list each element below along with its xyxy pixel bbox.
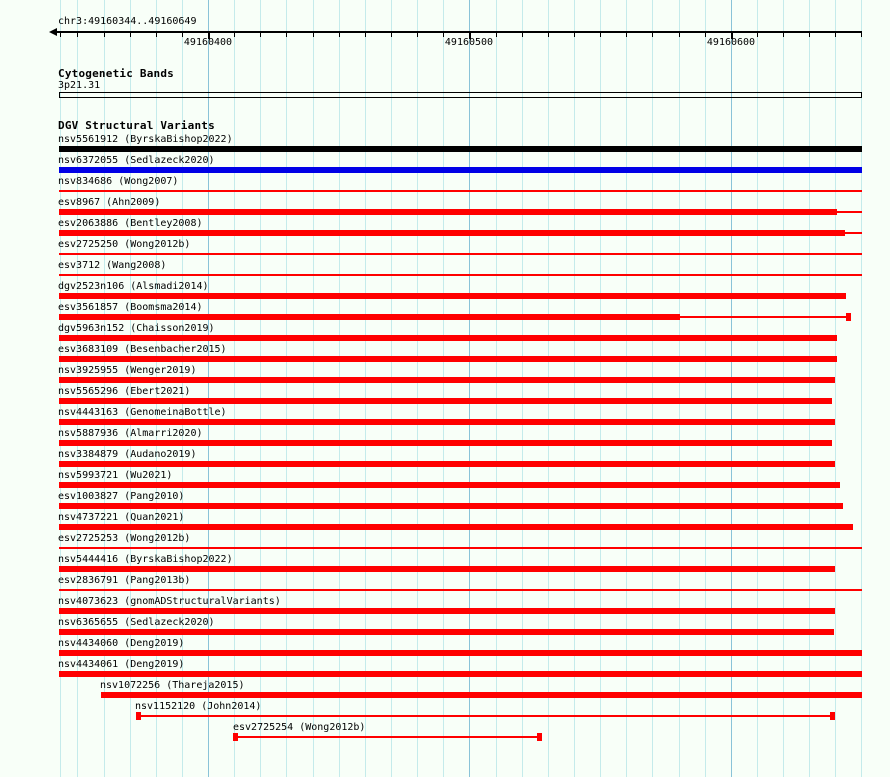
cytogenetic-bands-header: Cytogenetic Bands [58,67,174,80]
ruler-tick [60,33,61,37]
variant-bar[interactable] [59,419,835,425]
ruler-tick [365,33,366,37]
variant-row [0,658,890,679]
variant-bar[interactable] [59,377,835,383]
variant-bar[interactable] [59,566,835,572]
variant-label: nsv5561912 (ByrskaBishop2022) [58,134,233,145]
variant-bar[interactable] [59,629,834,635]
ruler-tick-label: 49160600 [706,37,756,48]
variant-label: nsv3384879 (Audano2019) [58,449,197,460]
variant-bar[interactable] [59,503,843,509]
variant-label: nsv834686 (Wong2007) [58,176,179,187]
ruler-tick [809,33,810,37]
variant-bar[interactable] [59,335,837,341]
variant-label: esv2725253 (Wong2012b) [58,533,191,544]
variant-label: nsv4434061 (Deng2019) [58,659,185,670]
ruler-tick-label: 49160400 [183,37,233,48]
variant-row [0,217,890,238]
ruler-tick [77,33,78,37]
variant-label: nsv5444416 (ByrskaBishop2022) [58,554,233,565]
variant-label: dgv2523n106 (Alsmadi2014) [58,281,209,292]
variant-row [0,133,890,154]
variant-bar[interactable] [59,589,862,591]
ruler-tick [835,33,836,37]
variant-bar[interactable] [59,253,862,255]
variant-label: nsv1152120 (John2014) [135,701,262,712]
variant-label: nsv3925955 (Wenger2019) [58,365,197,376]
variant-bar[interactable] [59,650,862,656]
variant-bar[interactable] [59,209,837,215]
variant-label: nsv5993721 (Wu2021) [58,470,173,481]
variant-bar[interactable] [59,671,862,677]
variant-bar[interactable] [59,461,835,467]
variant-row [0,574,890,595]
variant-label: esv2836791 (Pang2013b) [58,575,191,586]
ruler-tick [783,33,784,37]
variant-label: dgv5963n152 (Chaisson2019) [58,323,215,334]
variant-bar[interactable] [59,356,837,362]
variant-bar[interactable] [59,608,835,614]
variant-bar[interactable] [59,398,832,404]
variant-bar[interactable] [59,547,862,549]
variant-row [0,700,890,721]
variant-row [0,196,890,217]
ruler-tick [496,33,497,37]
variant-bar[interactable] [101,692,862,698]
variant-row [0,259,890,280]
variant-row [0,721,890,742]
variant-row [0,301,890,322]
cytoband-box[interactable] [59,92,862,98]
ruler-tick [104,33,105,37]
variant-bar[interactable] [59,167,862,173]
variant-row [0,637,890,658]
variant-row [0,448,890,469]
variant-bar[interactable] [137,715,832,717]
variant-label: nsv4443163 (GenomeinaBottle) [58,407,227,418]
region-label: chr3:49160344..49160649 [58,16,197,27]
variant-label: esv1003827 (Pang2010) [58,491,185,502]
variant-row [0,595,890,616]
variant-label: esv2725250 (Wong2012b) [58,239,191,250]
ruler-tick [600,33,601,37]
ruler-tick [234,33,235,37]
ruler-tick [182,33,183,37]
variant-bar[interactable] [59,293,846,299]
variant-label: nsv4737221 (Quan2021) [58,512,185,523]
dgv-header: DGV Structural Variants [58,119,215,132]
ruler-tick [417,33,418,37]
variant-row [0,406,890,427]
variant-bar[interactable] [59,190,862,192]
variant-label: nsv5887936 (Almarri2020) [58,428,203,439]
variant-row [0,469,890,490]
variant-endpoint[interactable] [846,313,851,321]
variant-bar[interactable] [59,440,832,446]
variant-bar[interactable] [59,314,680,320]
variant-row [0,511,890,532]
ruler-tick [548,33,549,37]
variant-row [0,532,890,553]
variant-row [0,553,890,574]
ruler-tick [391,33,392,37]
variant-row [0,154,890,175]
variant-label: esv8967 (Ahn2009) [58,197,161,208]
ruler-tick [313,33,314,37]
variant-row [0,238,890,259]
variant-row [0,427,890,448]
variant-endpoint[interactable] [830,712,835,720]
variant-row [0,175,890,196]
ruler-tick [130,33,131,37]
variant-bar[interactable] [59,524,853,530]
ruler-tick [626,33,627,37]
variant-row [0,364,890,385]
ruler-tick [339,33,340,37]
variant-bar[interactable] [59,274,862,276]
variant-row [0,322,890,343]
variant-row [0,280,890,301]
ruler-tick-label: 49160500 [444,37,494,48]
variant-bar[interactable] [837,211,862,213]
variant-label: nsv4073623 (gnomADStructuralVariants) [58,596,281,607]
variant-label: esv3683109 (Besenbacher2015) [58,344,227,355]
variant-row [0,616,890,637]
ruler-tick [156,33,157,37]
variant-row [0,385,890,406]
variant-label: esv3712 (Wang2008) [58,260,167,271]
variant-label: esv2063886 (Bentley2008) [58,218,203,229]
ruler-tick [705,33,706,37]
ruler-tick [574,33,575,37]
ruler-line [56,31,862,33]
ruler-tick [522,33,523,37]
variant-bar[interactable] [845,232,862,234]
ruler-tick [286,33,287,37]
variant-label: esv2725254 (Wong2012b) [233,722,366,733]
ruler-tick [260,33,261,37]
variant-label: nsv6365655 (Sedlazeck2020) [58,617,215,628]
variant-bar[interactable] [59,482,840,488]
ruler-tick [757,33,758,37]
variant-label: esv3561857 (Boomsma2014) [58,302,203,313]
variant-bar[interactable] [680,316,846,318]
ruler-tick [679,33,680,37]
variant-row [0,490,890,511]
variant-label: nsv6372055 (Sedlazeck2020) [58,155,215,166]
variant-bar[interactable] [59,230,845,236]
cytoband-name: 3p21.31 [58,80,101,91]
variant-label: nsv5565296 (Ebert2021) [58,386,191,397]
variant-label: nsv1072256 (Thareja2015) [100,680,245,691]
ruler-tick [652,33,653,37]
ruler-tick [861,33,862,37]
variant-row [0,679,890,700]
variant-row [0,343,890,364]
variant-endpoint[interactable] [537,733,542,741]
variant-label: nsv4434060 (Deng2019) [58,638,185,649]
variant-bar[interactable] [59,146,862,152]
variant-bar[interactable] [233,736,540,738]
